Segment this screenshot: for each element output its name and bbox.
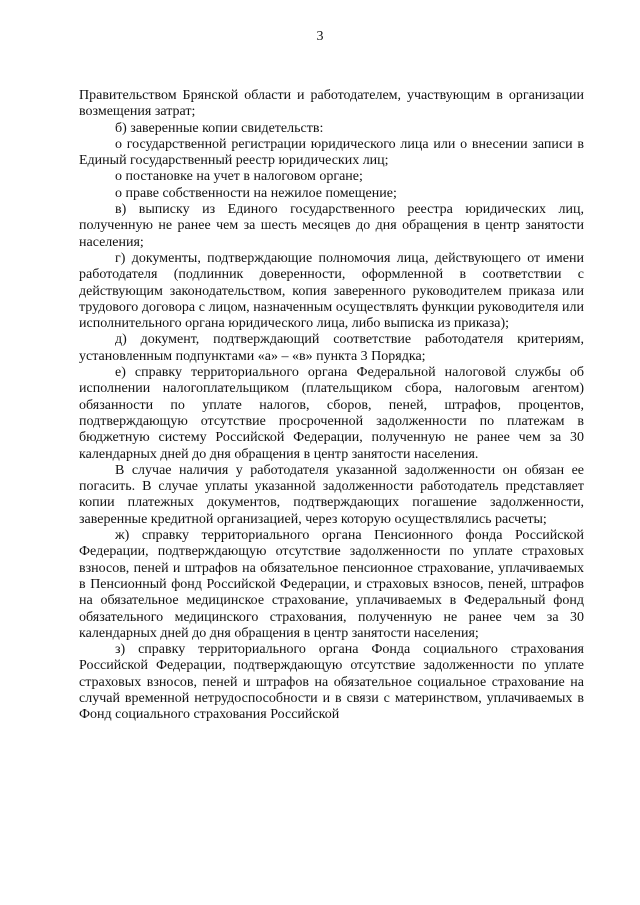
paragraph-ownership: о праве собственности на нежилое помещение; (115, 185, 397, 201)
paragraph-debt-note: В случае наличия у работодателя указанной задолженности он обязан ее погасить. В случае уплаты указанной задолженности работодатель представляет копии платежных документов, подтверждающих погашение задолженности, заверенные кредитной организацией, через которую осуществлялись расчеты; (79, 462, 584, 527)
paragraph-item-zh: ж) справку территориального органа Пенсионного фонда Российской Федерации, подтверждающую отсутствие задолженности по уплате страховых взносов, пеней и штрафов на обязательное пенсионное страхование, уплачиваемых в Пенсионный фонд Российской Федерации, и страховых взносов, пеней, штрафов на обязательное медицинское страхование, уплачиваемых в Федеральный фонд обязательного медицинского страхования, полученную не ранее чем за 30 календарных дней до дня обращения в центр занятости населения; (79, 528, 584, 641)
paragraph-continuation: Правительством Брянской области и работодателем, участвующим в организации возмещения затрат; (79, 88, 584, 120)
page-number: 3 (316, 29, 324, 44)
paragraph-item-g: г) документы, подтверждающие полномочия лица, действующего от имени работодателя (подлинник доверенности, оформленной в соответствии с действующим законодательством, копия заверенного руководителем приказа или трудового договора с лицом, назначенным осуществлять функции руководителя или исполнительного органа юридического лица, либо выписка из приказа); (79, 250, 584, 332)
paragraph-item-d: д) документ, подтверждающий соответствие работодателя критериям, установленным подпунктами «а» – «в» пункта 3 Порядка; (79, 332, 584, 364)
paragraph-item-z: з) справку территориального органа Фонда социального страхования Российской Федерации, подтверждающую отсутствие задолженности по уплате страховых взносов, пеней и штрафов на обязательное социальное страхование на случай временной нетрудоспособности и в связи с материнством, уплачиваемых в Фонд социального страхования Российской (79, 642, 584, 723)
paragraph-registration: о государственной регистрации юридического лица или о внесении записи в Единый государственный реестр юридических лиц; (79, 136, 584, 169)
document-body (79, 88, 584, 724)
paragraph-tax-registration: о постановке на учет в налоговом органе; (115, 169, 363, 185)
paragraph-item-v: в) выписку из Единого государственного реестра юридических лиц, полученную не ранее чем за шесть месяцев до дня обращения в центр занятости населения; (79, 202, 584, 250)
paragraph-item-e: е) справку территориального органа Федеральной налоговой службы об исполнении налогоплательщиком (плательщиком сбора, налоговым агентом) обязанности по уплате налогов, сборов, пеней, штрафов, процентов, подтверждающую отсутствие просроченной задолженности по платежам в бюджетную систему Российской Федерации, полученную не ранее чем за 30 календарных дней до дня обращения в центр занятости населения. (79, 365, 584, 462)
paragraph-item-b: б) заверенные копии свидетельств: (115, 120, 324, 136)
